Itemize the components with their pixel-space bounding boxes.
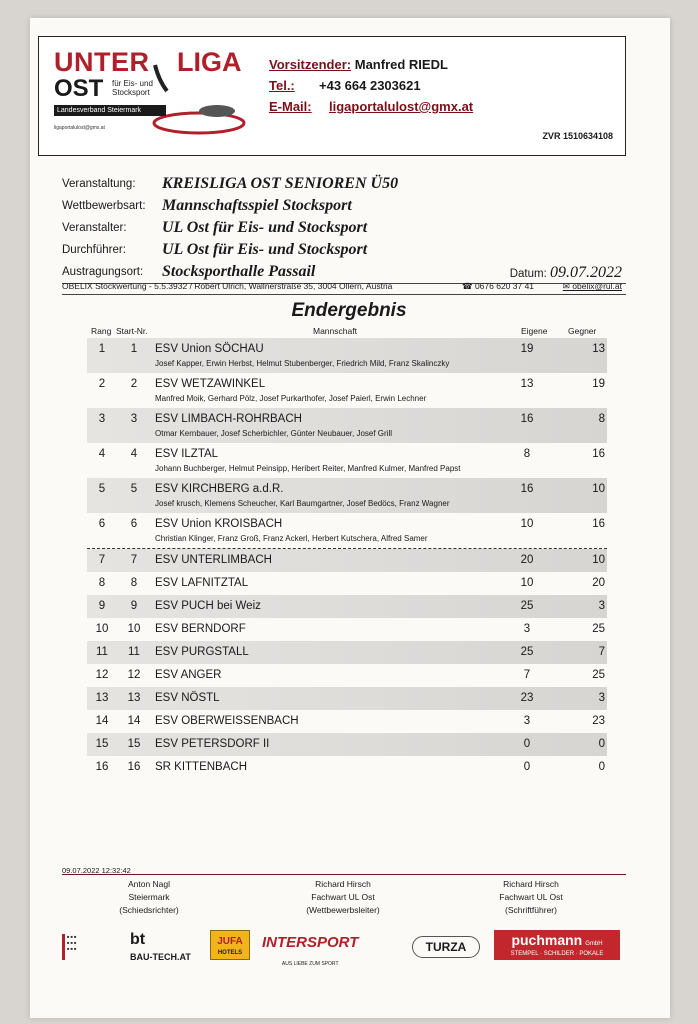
rang-cell: 13: [95, 692, 109, 704]
table-row: [87, 478, 607, 513]
zvr-number: ZVR 1510634108: [542, 131, 613, 141]
obelix-line: [62, 281, 626, 291]
start-cell: 12: [127, 669, 141, 681]
veranstaltung-value: KREISLIGA OST SENIOREN Ü50: [162, 175, 399, 192]
team-cell: ESV PUCH bei Weiz: [155, 600, 261, 612]
rang-cell: 12: [95, 669, 109, 681]
team-cell: ESV Union SÖCHAU: [155, 343, 264, 355]
unterliga-logo: [49, 43, 249, 147]
jufa-logo: [210, 930, 250, 960]
sig-org: Fachwart UL Ost: [499, 892, 563, 902]
signature-competition-lead: [268, 878, 418, 917]
start-cell: 1: [130, 343, 138, 355]
eigene-cell: 19: [520, 343, 534, 355]
table-row: [87, 664, 607, 687]
start-cell: 9: [130, 600, 138, 612]
logo-unter: UNTER: [54, 47, 150, 77]
durchfuehrer-value: UL Ost für Eis- und Stocksport: [162, 241, 368, 258]
table-row: [87, 549, 607, 572]
intersport-text: INTERSPORT: [262, 934, 359, 951]
start-cell: 10: [127, 623, 141, 635]
start-cell: 11: [128, 646, 140, 658]
veranstalter-value: UL Ost für Eis- und Stocksport: [162, 219, 368, 236]
chair-name: Manfred RIEDL: [354, 57, 448, 72]
gegner-cell: 25: [592, 669, 605, 681]
puchmann-logo: [494, 930, 620, 960]
table-row: [87, 443, 607, 478]
gegner-cell: 10: [592, 554, 605, 566]
col-gegner: Gegner: [568, 326, 597, 336]
team-cell: ESV WETZAWINKEL: [155, 378, 266, 390]
gegner-cell: 3: [598, 600, 605, 612]
gegner-cell: 0: [598, 761, 605, 773]
puchmann-gmbh: GmbH: [585, 941, 603, 947]
obelix-text: OBELIX Stockwertung - 5.5.3932 / Robert Ulrich, Wallnerstraße 35, 3004 Ollern, Austria: [62, 281, 393, 291]
start-cell: 6: [130, 518, 138, 530]
intersport-logo: [262, 934, 358, 970]
team-cell: ESV LIMBACH-ROHRBACH: [155, 413, 302, 425]
planning-logo: ■ ■ ■ ■ ■ ■ ■ ■ ■: [62, 934, 118, 960]
eigene-cell: 23: [520, 692, 534, 704]
wettbewerb-label: Wettbewerbsart:: [62, 200, 146, 212]
sig-name: Richard Hirsch: [503, 879, 559, 889]
start-cell: 3: [130, 413, 138, 425]
rang-cell: 10: [95, 623, 109, 635]
eigene-cell: 16: [520, 413, 534, 425]
team-members: Otmar Kernbauer, Josef Scherbichler, Günter Neubauer, Josef Grill: [155, 429, 393, 438]
table-row: [87, 513, 607, 548]
team-members: Manfred Moik, Gerhard Pölz, Josef Purkarthofer, Josef Paierl, Erwin Lechner: [155, 394, 427, 403]
team-members: Johann Buchberger, Helmut Peinsipp, Heribert Reiter, Manfred Kulmer, Manfred Papst: [155, 464, 461, 473]
eigene-cell: 0: [523, 738, 531, 750]
sponsor-logos: [62, 928, 626, 967]
datum-label: Datum:: [509, 268, 547, 280]
table-row: [87, 710, 607, 733]
page-title: Endergebnis: [291, 300, 407, 321]
gegner-cell: 23: [592, 715, 605, 727]
rang-cell: 14: [95, 715, 109, 727]
logo-email: ligaportalulost@gmx.at: [54, 125, 105, 131]
datum: [510, 264, 622, 282]
gegner-cell: 16: [592, 518, 605, 530]
logo-ost: OST: [54, 75, 104, 102]
table-row: [87, 338, 607, 373]
team-cell: ESV KIRCHBERG a.d.R.: [155, 483, 284, 495]
wettbewerb-value: Mannschaftsspiel Stocksport: [162, 197, 352, 214]
col-rang: Rang: [91, 326, 112, 336]
gegner-cell: 10: [592, 483, 605, 495]
team-members: Josef krusch, Klemens Scheucher, Karl Baumgartner, Josef Bedöcs, Franz Wagner: [155, 499, 450, 508]
veranstalter-label: Veranstalter:: [62, 222, 127, 234]
team-cell: ESV LAFNITZTAL: [155, 577, 249, 589]
team-members: Christian Klinger, Franz Groß, Franz Ackerl, Herbert Kutschera, Alfred Samer: [155, 534, 428, 543]
eigene-cell: 25: [520, 600, 534, 612]
table-row: [87, 408, 607, 443]
bautech-text: BAU-TECH.AT: [130, 952, 191, 962]
table-row: [87, 687, 607, 710]
obelix-email[interactable]: ✉ obelix@rul.at: [562, 281, 622, 291]
start-cell: 15: [127, 738, 141, 750]
team-cell: ESV NÖSTL: [155, 692, 220, 704]
eigene-cell: 8: [523, 448, 531, 460]
logo-band: Landesverband Steiermark: [54, 105, 166, 116]
puchmann-text: puchmann: [511, 932, 583, 948]
email-link[interactable]: ligaportalulost@gmx.at: [329, 99, 474, 114]
footer-rule: [62, 874, 626, 875]
start-cell: 13: [127, 692, 141, 704]
timestamp: 09.07.2022 12:32:42: [62, 866, 131, 875]
team-members: Josef Kapper, Erwin Herbst, Helmut Stubenberger, Friedrich Mild, Franz Skalinczky: [155, 359, 450, 368]
gegner-cell: 7: [598, 646, 605, 658]
table-row: [87, 756, 607, 779]
rang-cell: 9: [98, 600, 106, 612]
eigene-cell: 20: [520, 554, 534, 566]
gegner-cell: 16: [592, 448, 605, 460]
intersport-sub: AUS LIEBE ZUM SPORT: [281, 961, 339, 967]
team-cell: ESV OBERWEISSENBACH: [155, 715, 299, 727]
veranstaltung-label: Veranstaltung:: [62, 178, 136, 190]
divider: [62, 294, 626, 295]
signature-secretary: [456, 878, 606, 917]
eigene-cell: 7: [523, 669, 531, 681]
sig-org: Steiermark: [128, 892, 170, 902]
gegner-cell: 3: [598, 692, 605, 704]
jufa-sub: HOTELS: [217, 950, 243, 956]
team-cell: ESV PURGSTALL: [155, 646, 249, 658]
logo-liga: LIGA: [177, 47, 242, 77]
rang-cell: 15: [95, 738, 109, 750]
sig-role: (Schiedsrichter): [119, 905, 179, 915]
durchfuehrer-label: Durchführer:: [62, 244, 126, 256]
sig-role: (Wettbewerbsleiter): [306, 905, 380, 915]
team-cell: ESV ANGER: [155, 669, 222, 681]
eigene-cell: 10: [520, 577, 534, 589]
turza-logo: TURZA: [412, 936, 480, 958]
col-start: Start-Nr.: [116, 326, 148, 336]
start-cell: 14: [127, 715, 141, 727]
gegner-cell: 13: [592, 343, 605, 355]
team-cell: ESV PETERSDORF II: [155, 738, 270, 750]
rang-cell: 5: [98, 483, 106, 495]
gegner-cell: 19: [592, 378, 605, 390]
results-table: [87, 338, 607, 779]
rang-cell: 8: [98, 577, 106, 589]
sig-role: (Schriftführer): [505, 905, 557, 915]
col-eigene: Eigene: [521, 326, 548, 336]
sig-name: Anton Nagl: [127, 879, 171, 889]
sig-org: Fachwart UL Ost: [311, 892, 375, 902]
start-cell: 4: [130, 448, 138, 460]
gegner-cell: 8: [598, 413, 605, 425]
col-team: Mannschaft: [313, 326, 357, 336]
rang-cell: 16: [95, 761, 109, 773]
start-cell: 5: [130, 483, 138, 495]
rang-cell: 1: [98, 343, 106, 355]
datum-value: 09.07.2022: [550, 264, 622, 281]
tel-value: +43 664 2303621: [319, 78, 421, 93]
team-cell: ESV BERNDORF: [155, 623, 246, 635]
rang-cell: 2: [98, 378, 106, 390]
tel-label: Tel.:: [269, 78, 295, 93]
start-cell: 8: [130, 577, 138, 589]
bautech-logo: bt BAU-TECH.AT: [130, 931, 191, 962]
letterhead: [38, 36, 626, 156]
team-cell: ESV Union KROISBACH: [155, 518, 283, 530]
eigene-cell: 16: [520, 483, 534, 495]
jufa-text: JUFA: [217, 936, 243, 947]
table-row: [87, 373, 607, 408]
event-info: [62, 174, 626, 284]
table-row: [87, 641, 607, 664]
email-label: E-Mail:: [269, 99, 312, 114]
gegner-cell: 25: [592, 623, 605, 635]
logo-sub: für Eis- und Stocksport: [112, 79, 153, 97]
team-cell: ESV UNTERLIMBACH: [155, 554, 272, 566]
eigene-cell: 13: [520, 378, 534, 390]
gegner-cell: 0: [598, 738, 605, 750]
puchmann-sub: STEMPEL · SCHILDER · POKALE: [510, 951, 604, 957]
start-cell: 7: [130, 554, 138, 566]
eigene-cell: 3: [523, 623, 531, 635]
rang-cell: 7: [98, 554, 106, 566]
eigene-cell: 3: [523, 715, 531, 727]
start-cell: 2: [130, 378, 138, 390]
table-row: [87, 595, 607, 618]
chair-label: Vorsitzender:: [269, 57, 352, 72]
team-cell: SR KITTENBACH: [155, 761, 248, 773]
ort-label: Austragungsort:: [62, 266, 144, 278]
start-cell: 16: [127, 761, 141, 773]
contact-block: [269, 57, 473, 120]
sig-name: Richard Hirsch: [315, 879, 371, 889]
table-row: [87, 618, 607, 641]
team-cell: ESV ILZTAL: [155, 448, 219, 460]
gegner-cell: 20: [592, 577, 605, 589]
rang-cell: 11: [96, 646, 108, 658]
ort-value: Stocksporthalle Passail: [162, 263, 316, 280]
rang-cell: 6: [98, 518, 106, 530]
obelix-phone: ☎ 0676 620 37 41: [462, 281, 535, 291]
eigene-cell: 25: [520, 646, 534, 658]
signature-referee: [74, 878, 224, 917]
table-row: [87, 733, 607, 756]
eigene-cell: 0: [523, 761, 531, 773]
rang-cell: 4: [98, 448, 106, 460]
rang-cell: 3: [98, 413, 106, 425]
eigene-cell: 10: [520, 518, 534, 530]
table-row: [87, 572, 607, 595]
